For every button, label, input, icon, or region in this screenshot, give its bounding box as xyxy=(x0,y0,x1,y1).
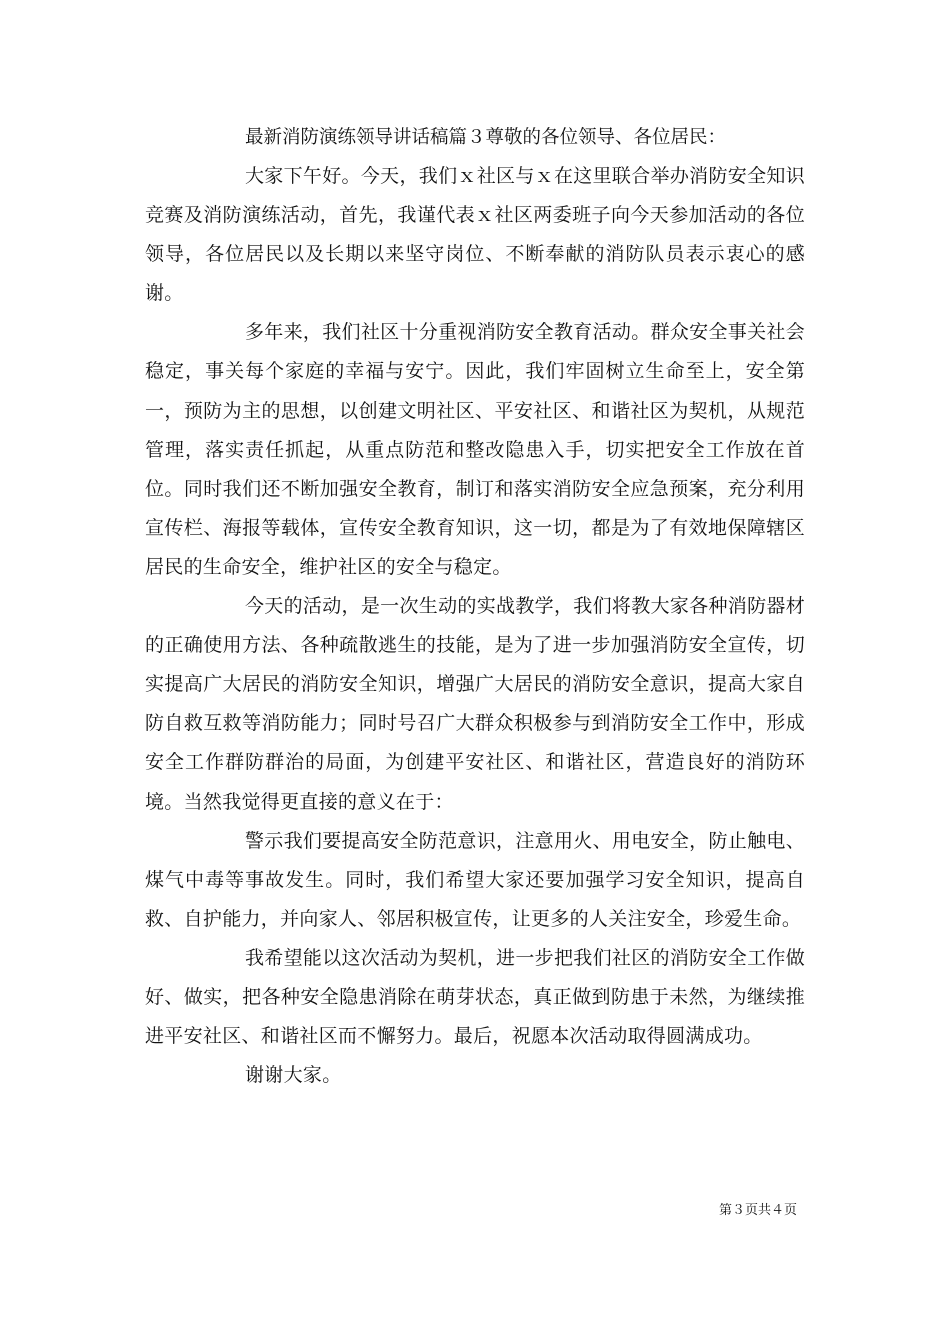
paragraph-community-efforts: 多年来，我们社区十分重视消防安全教育活动。群众安全事关社会稳定，事关每个家庭的幸福与安宁。因此，我们牢固树立生命至上，安全第一，预防为主的思想，以创建文明社区、平安社区、和谐社区为契机，从规范管理，落实责任抓起，从重点防范和整改隐患入手，切实把安全工作放在首位。同时我们还不断加强安全教育，制订和落实消防安全应急预案，充分利用宣传栏、海报等载体，宣传安全教育知识，这一切，都是为了有效地保障辖区居民的生命安全，维护社区的安全与稳定。 xyxy=(145,321,805,578)
paragraph-hope: 我希望能以这次活动为契机，进一步把我们社区的消防安全工作做好、做实，把各种安全隐患消除在萌芽状态，真正做到防患于未然，为继续推进平安社区、和谐社区而不懈努力。最后，祝愿本次活动取得圆满成功。 xyxy=(145,946,805,1048)
paragraph-warning: 警示我们要提高安全防范意识，注意用火、用电安全，防止触电、煤气中毒等事故发生。同时，我们希望大家还要加强学习安全知识，提高自救、自护能力，并向家人、邻居积极宣传，让更多的人关注安全，珍爱生命。 xyxy=(145,829,805,930)
paragraph-thanks: 谢谢大家。 xyxy=(245,1064,342,1087)
paragraph-activity-purpose: 今天的活动，是一次生动的实战教学，我们将教大家各种消防器材的正确使用方法、各种疏散逃生的技能，是为了进一步加强消防安全宣传，切实提高广大居民的消防安全知识，增强广大居民的消防安全意识，提高大家自防自救互救等消防能力；同时号召广大群众积极参与到消防安全工作中，形成安全工作群防群治的局面，为创建平安社区、和谐社区，营造良好的消防环境。当然我觉得更直接的意义在于： xyxy=(145,595,805,813)
document-heading: 最新消防演练领导讲话稿篇３尊敬的各位领导、各位居民： xyxy=(245,127,727,148)
paragraph-greeting: 大家下午好。今天，我们ｘ社区与ｘ在这里联合举办消防安全知识竞赛及消防演练活动，首先，我谨代表ｘ社区两委班子向今天参加活动的各位领导，各位居民以及长期以来坚守岗位、不断奉献的消防队员表示衷心的感谢。 xyxy=(145,165,805,305)
document-body xyxy=(145,118,805,1095)
page-number-footer: 第３页共４页 xyxy=(719,1203,798,1218)
